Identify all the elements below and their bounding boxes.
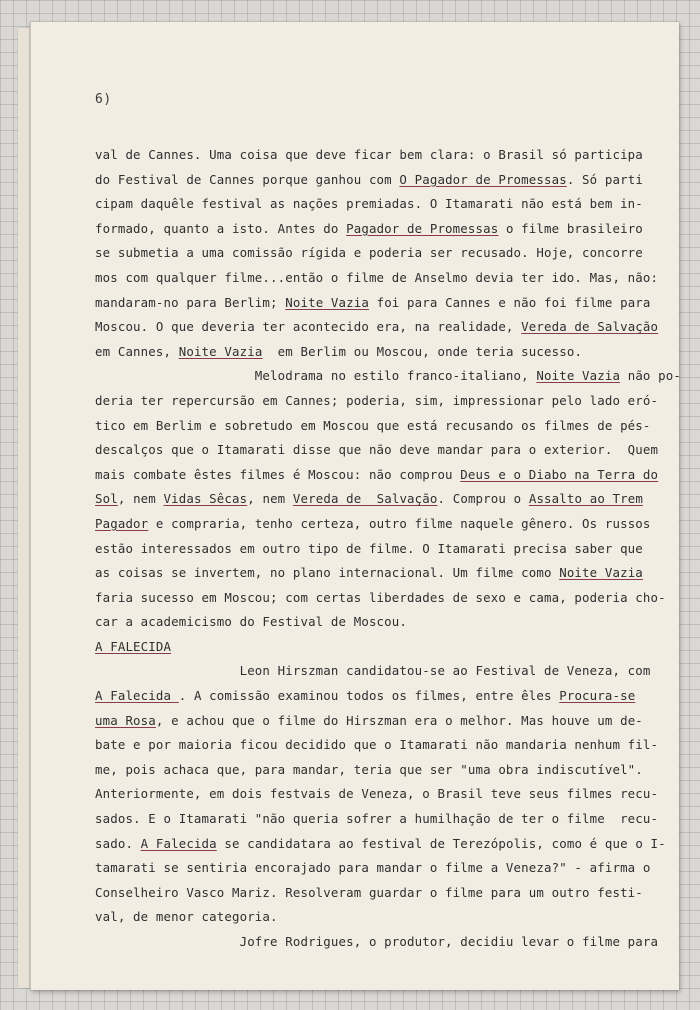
underlined-title: A Falecida: [95, 688, 179, 704]
underlined-title: Pagador: [95, 515, 149, 531]
underlined-title: Noite Vazia: [559, 565, 643, 581]
text-line: [95, 192, 675, 217]
text-line: [95, 168, 675, 193]
text-run: bate e por maioria ficou decidido que o Itamarati não mandaria nenhum fil-: [95, 737, 659, 753]
underlined-title: Procura-se: [559, 688, 636, 704]
text-line: [95, 684, 675, 709]
text-line: [95, 807, 675, 832]
text-run: deria ter repercursão em Cannes; poderia, sim, impressionar pelo lado eró-: [95, 392, 659, 408]
text-run: em Cannes,: [95, 343, 179, 359]
text-run: Melodrama no estilo franco-italiano,: [95, 368, 537, 384]
page-number: 6): [95, 92, 112, 107]
text-run: formado, quanto a isto. Antes do: [95, 220, 347, 236]
text-line: [95, 217, 675, 242]
text-run: tico em Berlim e sobretudo em Moscou que está recusando os filmes de pés-: [95, 417, 651, 433]
text-line: [95, 930, 675, 955]
text-line: [95, 610, 675, 635]
text-line: [95, 856, 675, 881]
text-line: [95, 340, 675, 365]
text-run: cipam daquêle festival as nações premiadas. O Itamarati não está bem in-: [95, 196, 643, 212]
text-run: em Berlim ou Moscou, onde teria sucesso.: [262, 343, 583, 359]
text-run: se candidatara ao festival de Terezópolis, como é que o I-: [216, 835, 666, 851]
text-line: [95, 389, 675, 414]
text-line: [95, 881, 675, 906]
text-run: val de Cannes. Uma coisa que deve ficar bem clara: o Brasil só participa: [95, 147, 643, 162]
text-run: Conselheiro Vasco Mariz. Resolveram guardar o filme para um outro festi-: [95, 884, 643, 900]
text-run: Anteriormente, em dois festvais de Veneza, o Brasil teve seus filmes recu-: [95, 786, 659, 802]
underlined-title: Vidas Sêcas: [163, 491, 248, 507]
document-body: [95, 143, 681, 955]
text-line: [95, 782, 675, 807]
text-line: [95, 291, 675, 316]
text-run: mos com qualquer filme...então o filme de Anselmo devia ter ido. Mas, não:: [95, 269, 659, 285]
underlined-title: Noite Vazia: [285, 294, 369, 310]
text-run: Jofre Rodrigues, o produtor, decidiu levar o filme para: [95, 934, 659, 949]
underlined-title: Noite Vazia: [178, 343, 263, 359]
text-line: [95, 414, 675, 439]
text-line: [95, 586, 675, 611]
text-line: [95, 537, 675, 562]
text-run: val, de menor categoria.: [95, 909, 278, 925]
text-line: [95, 635, 675, 660]
underlined-title: O Pagador de Promessas: [399, 171, 567, 187]
text-run: e compraria, tenho certeza, outro filme naquele gênero. Os russos: [148, 515, 651, 531]
underlined-title: Pagador de Promessas: [346, 220, 499, 236]
underlined-title: Assalto ao Trem: [528, 491, 643, 507]
text-line: [95, 512, 675, 537]
text-run: me, pois achaca que, para mandar, teria que ser "uma obra indiscutível".: [95, 761, 643, 777]
text-line: [95, 733, 675, 758]
text-run: se submetia a uma comissão rígida e poderia ser recusado. Hoje, concorre: [95, 245, 643, 261]
text-run: . A comissão examinou todos os filmes, entre êles: [178, 688, 560, 704]
text-run: do Festival de Cannes porque ganhou com: [95, 171, 400, 187]
text-run: car a academicismo do Festival de Moscou.: [95, 614, 408, 630]
text-line: [95, 758, 675, 783]
text-line: [95, 832, 675, 857]
underlined-title: uma Rosa: [95, 712, 156, 728]
text-run: sado.: [95, 835, 141, 851]
text-run: mais combate êstes filmes é Moscou: não comprou: [95, 466, 461, 482]
text-run: . Só parti: [566, 171, 643, 187]
text-line: [95, 364, 681, 389]
underlined-title: Deus e o Diabo na Terra do: [460, 466, 659, 482]
text-run: o filme brasileiro: [498, 220, 643, 236]
text-line: [95, 438, 675, 463]
text-run: descalços que o Itamarati disse que não deve mandar para o exterior. Quem: [95, 442, 659, 458]
text-run: estão interessados em outro tipo de filme. O Itamarati precisa saber que: [95, 540, 643, 556]
underlined-title: Vereda de Salvação: [521, 319, 659, 335]
text-run: Leon Hirszman candidatou-se ao Festival de Veneza, com: [95, 663, 651, 679]
text-line: [95, 463, 675, 488]
text-run: faria sucesso em Moscou; com certas liberdades de sexo e cama, poderia cho-: [95, 589, 666, 605]
underlined-title: A Falecida: [140, 835, 217, 851]
text-run: mandaram-no para Berlim;: [95, 294, 286, 310]
underlined-title: Vereda de Salvação: [292, 491, 438, 507]
text-run: . Comprou o: [437, 491, 529, 507]
text-line: [95, 659, 675, 684]
text-run: tamarati se sentiria encorajado para mandar o filme a Veneza?" - afirma o: [95, 860, 651, 876]
text-run: não po-: [620, 368, 681, 384]
text-line: [95, 315, 675, 340]
underlined-title: Sol: [95, 491, 118, 507]
text-line: [95, 143, 675, 168]
text-run: foi para Cannes e não foi filme para: [368, 294, 651, 310]
text-run: sados. E o Itamarati "não queria sofrer a humilhação de ter o filme recu-: [95, 811, 659, 827]
text-line: [95, 561, 675, 586]
text-run: , nem: [247, 491, 293, 507]
text-run: , nem: [117, 491, 164, 507]
text-line: [95, 487, 675, 512]
text-run: as coisas se invertem, no plano internacional. Um filme como: [95, 565, 560, 581]
text-line: [95, 905, 675, 930]
text-line: [95, 266, 675, 291]
text-run: , e achou que o filme do Hirszman era o melhor. Mas houve um de-: [155, 712, 643, 728]
text-line: [95, 709, 675, 734]
underlined-title: Noite Vazia: [536, 368, 621, 384]
underlined-title: A FALECIDA: [95, 638, 172, 654]
text-line: [95, 241, 675, 266]
text-run: Moscou. O que deveria ter acontecido era, na realidade,: [95, 319, 522, 335]
